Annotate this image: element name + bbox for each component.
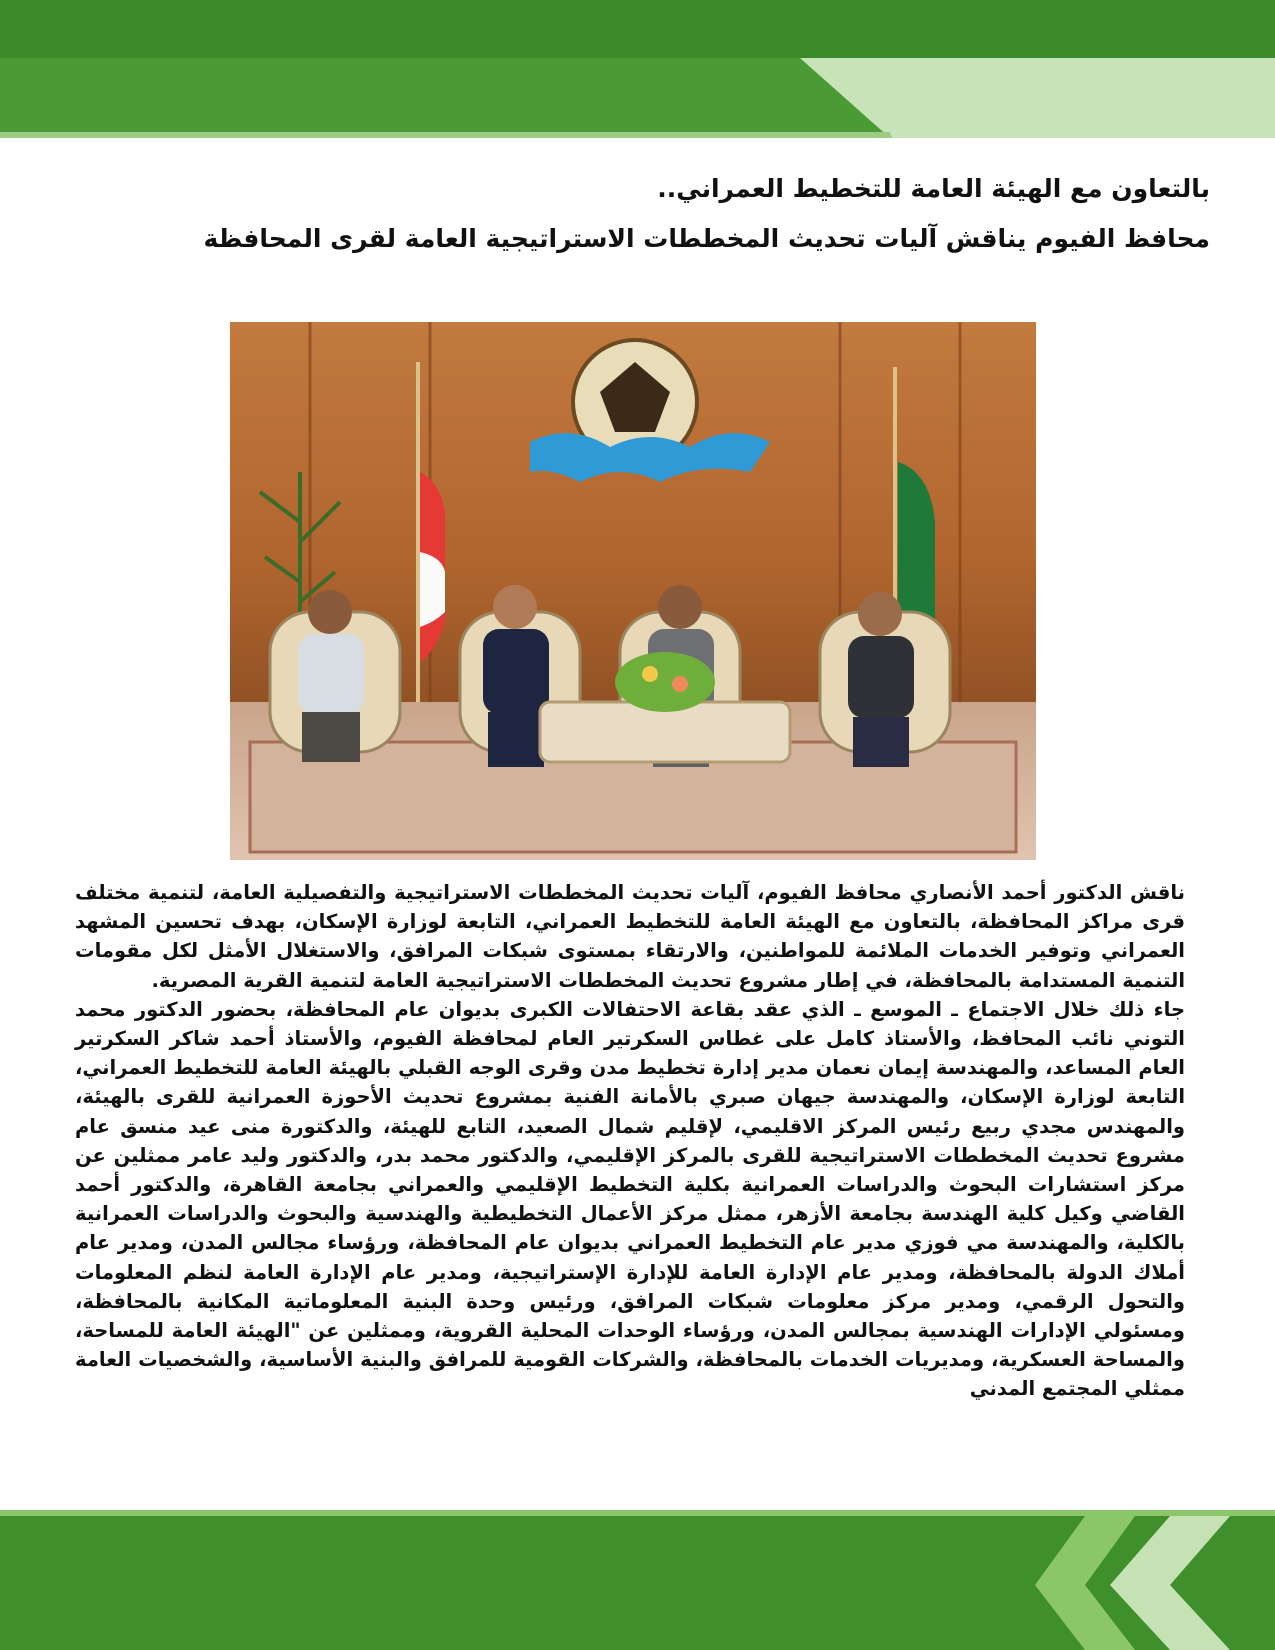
article-paragraph-1: ناقش الدكتور أحمد الأنصاري محافظ الفيوم، آليات تحديث المخططات الاستراتيجية والتفصيلية العامة، لتنمية مختلف قرى مراكز المحافظة، بالتعاون مع الهيئة العامة للتخطيط العمراني، التابعة لوزارة الإسكان، بهدف تحسين المشهد العمراني وتوفير الخدمات الملائمة للمواطنين، والارتقاء بمستوى شبكات المرافق، والاستغلال الأمثل لكل مقومات التنمية المستدامة بالمحافظة، في إطار مشروع تحديث المخططات الاستراتيجية العامة لتنمية القرية المصرية. [75,881,1185,992]
meeting-photo-illustration [230,322,1036,860]
headline-line-1: بالتعاون مع الهيئة العامة للتخطيط العمراني.. [657,174,1210,203]
article-body [75,878,1185,1404]
meeting-photo [230,322,1036,860]
article-paragraph-2: جاء ذلك خلال الاجتماع ـ الموسع ـ الذي عقد بقاعة الاحتفالات الكبرى بديوان عام المحافظة، بحضور الدكتور محمد التوني نائب المحافظ، والأستاذ كامل على غطاس السكرتير العام لمحافظة الفيوم، والأستاذ أحمد شاكر السكرتير العام المساعد، والمهندسة إيمان نعمان مدير إدارة تخطيط مدن وقرى الوجه القبلي بالهيئة العامة للتخطيط العمراني، التابعة لوزارة الإسكان، والمهندسة جيهان صبري بالأمانة الفنية بمشروع تحديث الأحوزة العمرانية للقرى بالهيئة، والمهندس مجدي ربيع رئيس المركز الاقليمي، لإقليم شمال الصعيد، التابع للهيئة، والدكتورة منى عيد منسق عام مشروع تحديث المخططات الاستراتيجية للقرى بالمركز الإقليمي، والدكتور محمد بدر، والدكتور وليد عامر ممثلين عن مركز استشارات البحوث والدراسات العمرانية بكلية التخطيط الإقليمي والعمراني بجامعة القاهرة، والدكتور أحمد القاضي وكيل كلية الهندسة بجامعة الأزهر، ممثل مركز الأعمال التخطيطية والهندسية والبحوث والدراسات العمرانية بالكلية، والمهندسة مي فوزي مدير عام التخطيط العمراني بديوان عام المحافظة، ورؤساء مجالس المدن، ومدير عام أملاك الدولة بالمحافظة، ومدير عام الإدارة العامة للإدارة الإستراتيجية، ومدير عام الإدارة العامة لنظم المعلومات والتحول الرقمي، ومدير مركز معلومات شبكات المرافق، ورئيس وحدة البنية المعلوماتية المكانية بالمحافظة، ومسئولي الإدارات الهندسية بمجالس المدن، ورؤساء الوحدات المحلية القروية، وممثلين عن "الهيئة العامة للمساحة، والمساحة العسكرية، ومديريات الخدمات بالمحافظة، والشركات القومية للمرافق والبنية الأساسية، والشخصيات العامة ممثلي المجتمع المدني [75,997,1185,1401]
top-green-banner [0,0,1275,140]
headline [160,172,1210,256]
headline-line-2: محافظ الفيوم يناقش آليات تحديث المخططات الاستراتيجية العامة لقرى المحافظة [203,224,1210,253]
bottom-green-banner [0,1490,1275,1650]
